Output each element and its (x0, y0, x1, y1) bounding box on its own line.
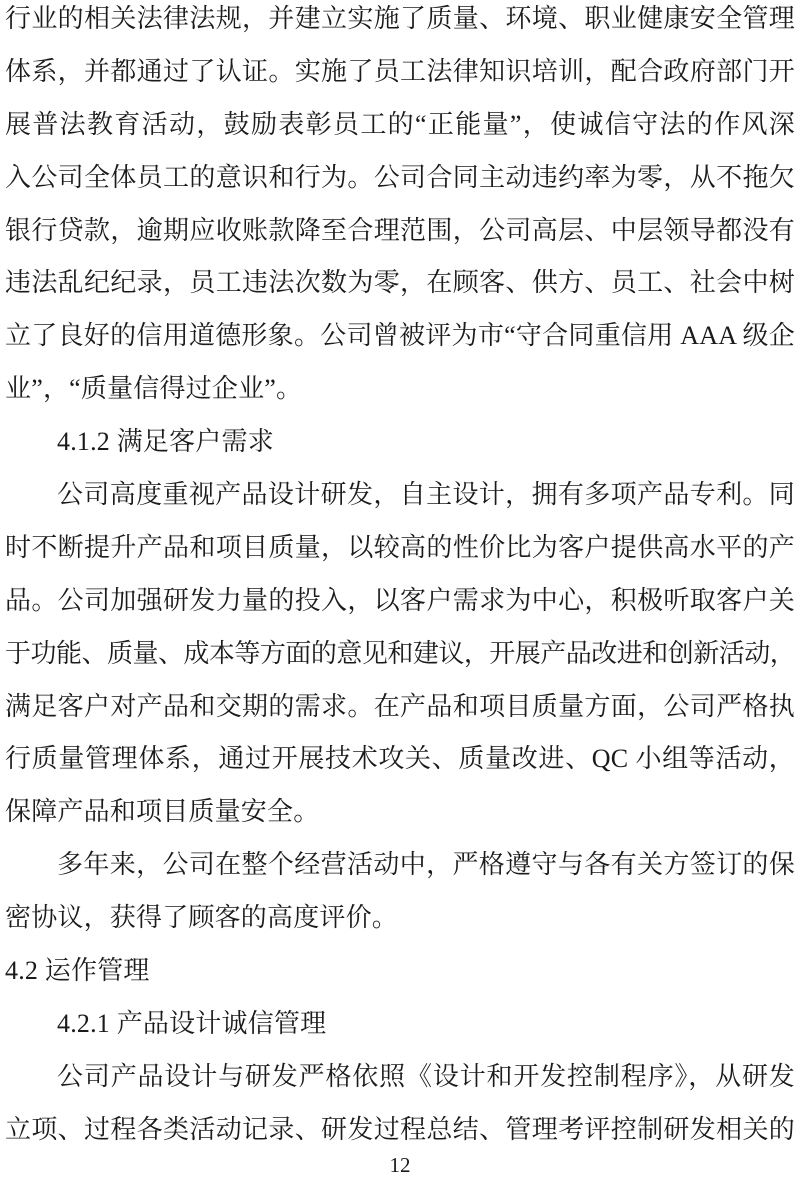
section-heading-412: 4.1.2 满足客户需求 (57, 427, 274, 457)
text-block (5, 0, 795, 1157)
body-text-line: 品。公司加强研发力量的投入，以客户需求为中心，积极听取客户关 (5, 585, 795, 615)
body-text-line: 密协议，获得了顾客的高度评价。 (5, 903, 399, 933)
body-text-line: 立了良好的信用道德形象。公司曾被评为市“守合同重信用 AAA 级企 (5, 321, 795, 351)
body-text-line: 业”，“质量信得过企业”。 (5, 374, 303, 404)
page-number: 12 (389, 1153, 411, 1177)
body-text-line: 行业的相关法律法规，并建立实施了质量、环境、职业健康安全管理 (5, 4, 795, 33)
body-text-line: 满足客户对产品和交期的需求。在产品和项目质量方面，公司严格执 (5, 691, 795, 721)
body-text-line: 展普法教育活动，鼓励表彰员工的“正能量”，使诚信守法的作风深 (5, 109, 795, 139)
body-text-line: 立项、过程各类活动记录、研发过程总结、管理考评控制研发相关的 (5, 1114, 795, 1144)
body-text-line: 公司产品设计与研发严格依照《设计和开发控制程序》，从研发 (57, 1061, 795, 1091)
section-heading-421: 4.2.1 产品设计诚信管理 (57, 1008, 327, 1038)
body-text-line: 保障产品和项目质量安全。 (5, 797, 320, 827)
body-text-line: 违法乱纪纪录，员工违法次数为零，在顾客、供方、员工、社会中树 (5, 268, 795, 298)
body-text-line: 入公司全体员工的意识和行为。公司合同主动违约率为零，从不拖欠 (5, 162, 795, 192)
body-text-line: 公司高度重视产品设计研发，自主设计，拥有多项产品专利。同 (57, 480, 795, 510)
body-text-line: 行质量管理体系，通过开展技术攻关、质量改进、QC 小组等活动， (5, 744, 795, 774)
section-heading-42: 4.2 运作管理 (5, 956, 150, 986)
body-text-line: 时不断提升产品和项目质量，以较高的性价比为客户提供高水平的产 (5, 532, 795, 562)
body-text-line: 银行贷款，逾期应收账款降至合理范围，公司高层、中层领导都没有 (5, 215, 795, 245)
body-text-line: 多年来，公司在整个经营活动中，严格遵守与各有关方签订的保 (57, 850, 795, 880)
body-text-line: 于功能、质量、成本等方面的意见和建议，开展产品改进和创新活动， (5, 638, 795, 668)
body-text-line: 体系，并都通过了认证。实施了员工法律知识培训，配合政府部门开 (5, 56, 795, 86)
